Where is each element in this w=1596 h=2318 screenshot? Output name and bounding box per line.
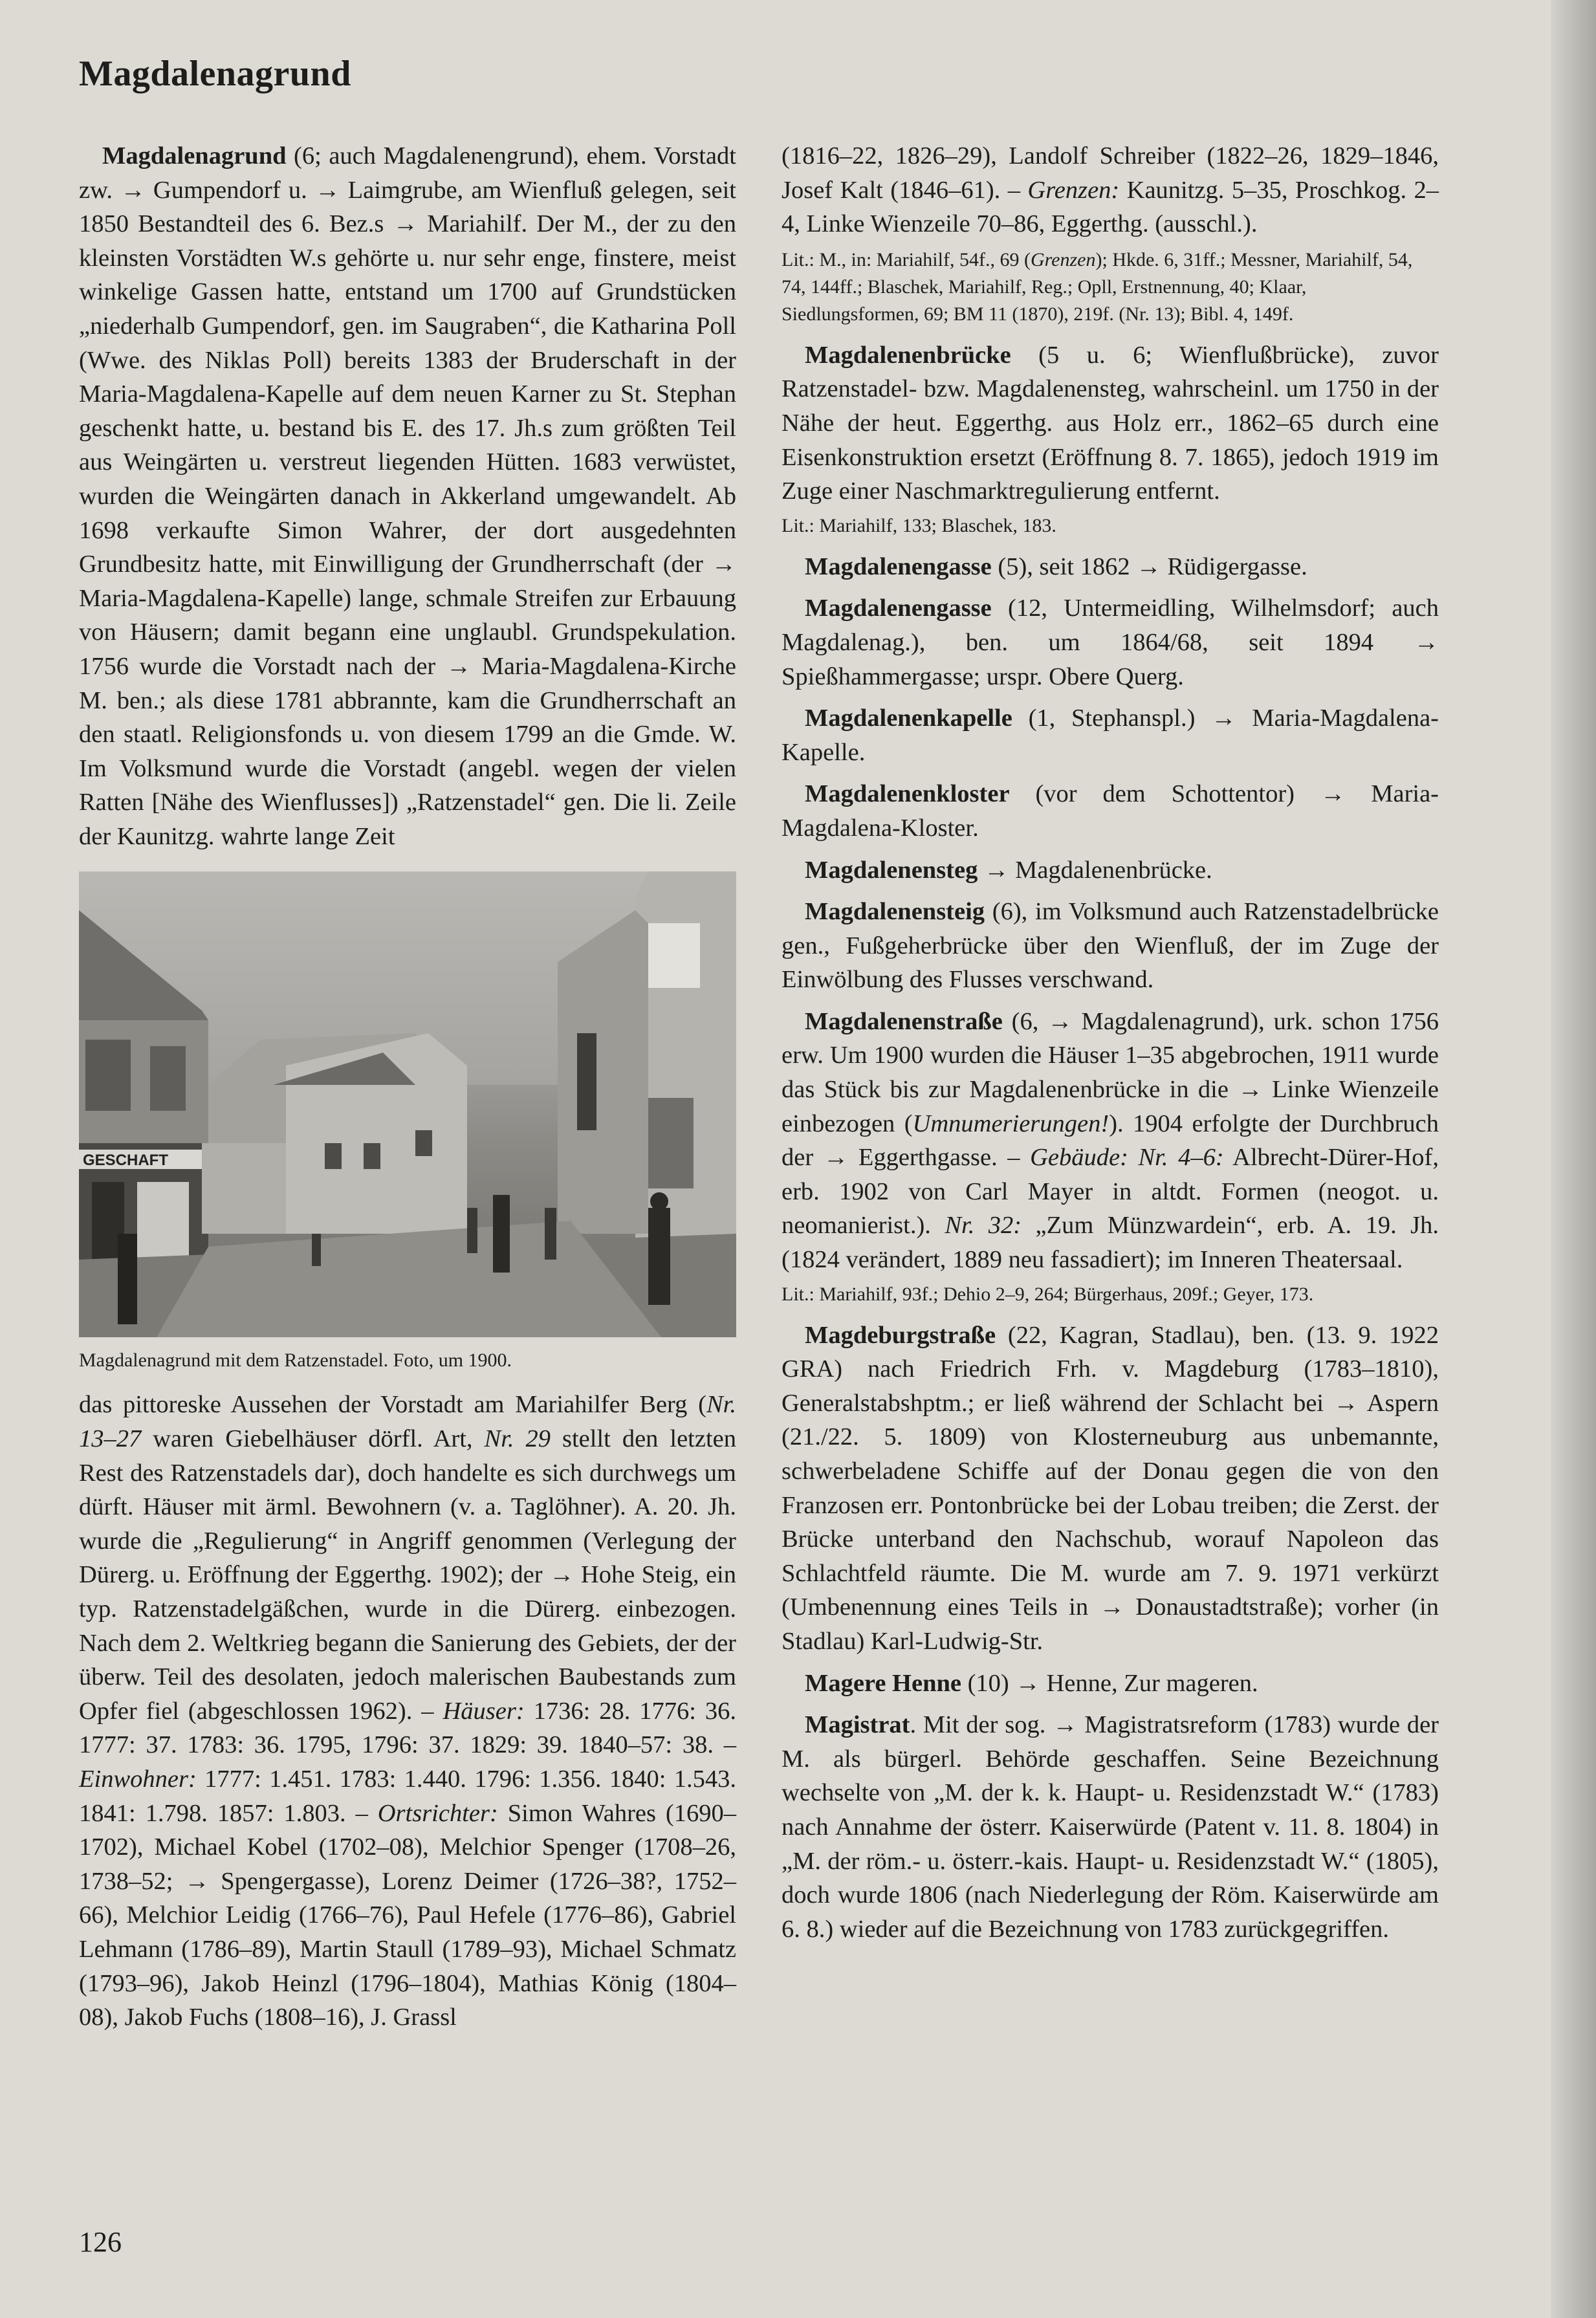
entry-text: (6), im Volksmund auch Ratzenstadelbrücke gen., Fußgeherbrücke über den Wienfluß, der im Zuge der Einwölbung des Flusses verschwand. (782, 898, 1439, 994)
continuation-text (79, 1388, 736, 2034)
text-run-italic: Nr. 29 (484, 1425, 551, 1453)
text-run: das pittoreske Aussehen der Vorstadt am Mariahilfer Berg ( (79, 1391, 706, 1419)
entry-keyword: Magdalenenstraße (805, 1007, 1003, 1035)
label-haeuser: Häuser: (443, 1697, 525, 1725)
entry-keyword: Magdalenengasse (805, 552, 992, 580)
text-run-italic: Grenzen (1030, 248, 1096, 270)
text-run: (1816–22, 1826–29), Landolf Schreiber (1822–26, 1829–1846, Josef Kalt (1846–61). – (782, 142, 1439, 204)
entry-magere-henne (782, 1667, 1439, 1701)
entry-text: . Mit der sog. → Magistratsreform (1783) wurde der M. als bürgerl. Behörde geschaffen. Seine Bezeichnung wechselte von „M. der k. k. Haupt- u. Residenzstadt W.“ (1783) nach Annahme der österr. Kaiserwürde (Patent v. 11. 8. 1804) in „M. der röm.- u. österr.-kais. Haupt- u. Residenzstadt W.“ (1805), doch wurde 1806 (nach Niederlegung der Röm. Kaiserwürde am 6. 8.) wieder auf die Bezeichnung von 1783 zurückgegriffen. (782, 1711, 1439, 1943)
entry-text: (6; auch Magdalenengrund), ehem. Vorstadt zw. → Gumpendorf u. → Laimgrube, am Wienfluß gelegen, seit 1850 Bestandteil des 6. Bez.s → Mariahilf. Der M., der zu den kleinsten Vorstädten W.s gehörte u. nur sehr enge, finstere, meist winkelige Gassen hatte, entstand um 1700 auf Grundstücken „niederhalb Gumpendorf, gen. im Saugraben“, die Katharina Poll (Wwe. des Niklas Poll) bereits 1383 der Bruderschaft in der Maria-Magdalena-Kapelle auf dem neuen Karner zu St. Stephan geschenkt hatte, u. bestand bis E. des 17. Jh.s zum größten Teil aus Weingärten u. verstreut liegenden Hütten. 1683 verwüstet, wurden die Weingärten danach in Akkerland umgewandelt. Ab 1698 verkaufte Simon Wahrer, der dort ausgedehnten Grundbesitz hatte, mit Einwilligung der Grundherrschaft (der → Maria-Magdalena-Kapelle) lange, schmale Streifen zur Erbauung von Häusern; damit begann eine unglaubl. Grundspekulation. 1756 wurde die Vorstadt nach der → Maria-Magdalena-Kirche M. ben.; als diese 1781 abbrannte, kam die Grundherrschaft an den staatl. Religionsfonds u. von diesem 1799 an die Gmde. W. Im Volksmund wurde die Vorstadt (angebl. wegen der vielen Ratten [Nähe des Wienflusses]) „Ratzenstadel“ gen. Die li. Zeile der Kaunitzg. wahrte lange Zeit (79, 142, 737, 850)
text-run-italic: Umnumerierungen! (912, 1110, 1110, 1137)
entry-magdalenenstrasse (782, 1005, 1439, 1277)
text-run: waren Giebelhäuser dörfl. Art, (141, 1425, 485, 1453)
entry-keyword: Magdalenenkloster (805, 780, 1010, 808)
text-run-italic: Gebäude: Nr. 4–6: (1030, 1144, 1224, 1172)
text-run: stellt den letzten Rest des Ratzenstadels dar), doch handelte es sich durchwegs um dürft. Häuser mit ärml. Bewohnern (v. a. Taglöhner). A. 20. Jh. wurde die „Regulierung“ in Angriff genommen (Verlegung der Dürerg. u. Eröffnung der Eggerthg. 1902); der → Hohe Steig, ein typ. Ratzenstadelgäßchen, wurde in die Dürerg. einbezogen. Nach dem 2. Weltkrieg begann die Sanierung des Gebiets, der der überw. Teil des desolaten, jedoch malerischen Baubestands zum Opfer fiel (abgeschlossen 1962). – (79, 1425, 736, 1725)
entry-magdalenensteg (782, 853, 1439, 888)
text-run: 1777: 1.451. 1783: 1.440. 1796: 1.356. 1840: 1.543. 1841: 1.798. 1857: 1.803. – (79, 1766, 736, 1827)
entry-magdeburgstrasse (782, 1318, 1439, 1659)
text-run: „Zum Münzwardein“, erb. A. 19. Jh. (1824 verändert, 1889 neu fassadiert); im Inneren Theatersaal. (782, 1212, 1439, 1274)
entry-text: (vor dem Schottentor) → Maria-Magdalena-Kloster. (782, 780, 1439, 842)
entry-keyword: Magdalenensteg (805, 856, 978, 884)
text-run: Albrecht-Dürer-Hof, erb. 1902 von Carl Mayer in altdt. Formen (neogot. u. neomanierist.). (782, 1144, 1439, 1240)
entry-text: (12, Untermeidling, Wilhelmsdorf; auch Magdalenag.), ben. um 1864/68, seit 1894 → Spießhammergasse; urspr. Obere Querg. (782, 595, 1439, 690)
entry-keyword: Magdalenagrund (102, 142, 287, 169)
entry-text: → Magdalenenbrücke. (978, 856, 1212, 884)
entry-keyword: Magere Henne (805, 1669, 961, 1697)
entry-magdalenensteig (782, 895, 1439, 997)
entry-keyword: Magdalenenbrücke (805, 341, 1011, 369)
text-run: ); Hkde. 6, 31ff.; Messner, Mariahilf, 54, 74, 144ff.; Blaschek, Mariahilf, Reg.; Opll, Erstnennung, 40; Klaar, Siedlungsformen, 69; BM 11 (1870), 219f. (Nr. 13); Bibl. 4, 149f. (782, 248, 1413, 325)
text-run-italic: Nr. 13–27 (79, 1391, 736, 1453)
entry-magdalenengasse-5 (782, 550, 1439, 584)
entry-magdalenenbruecke (782, 338, 1439, 508)
entry-keyword: Magdeburgstraße (805, 1321, 996, 1349)
page-number: 126 (79, 2226, 122, 2258)
text-run: Simon Wahres (1690–1702), Michael Kobel (1702–08), Melchior Spenger (1708–26, 1738–52; → Spengergasse), Lorenz Deimer (1726–38?, 1752–66), Melchior Leidig (1766–76), Paul Hefele (1776–86), Gabriel Lehmann (1786–89), Martin Staull (1789–93), Michael Schmatz (1793–96), Jakob Heinzl (1796–1804), Mathias König (1804–08), Jakob Fuchs (1808–16), J. Grassl (79, 1799, 736, 2031)
entry-magdalenenkapelle (782, 701, 1439, 769)
entry-keyword: Magistrat (805, 1711, 910, 1739)
literature-note: Lit.: Mariahilf, 93f.; Dehio 2–9, 264; Bürgerhaus, 209f.; Geyer, 173. (782, 1283, 1314, 1305)
entry-magdalenengasse-12 (782, 591, 1439, 694)
entry-text: (5), seit 1862 → Rüdigergasse. (991, 552, 1307, 580)
label-einwohner: Einwohner: (79, 1766, 197, 1793)
label-ortsrichter: Ortsrichter: (377, 1799, 498, 1827)
text-run: 1736: 28. 1776: 36. 1777: 37. 1783: 36. 1795, 1796: 37. 1829: 39. 1840–57: 38. – (79, 1697, 736, 1759)
entry-text: (10) → Henne, Zur mageren. (961, 1669, 1258, 1697)
text-run: (6, → Magdalenagrund), urk. schon 1756 erw. Um 1900 wurden die Häuser 1–35 abgebrochen, 1911 wurde das Stück bis zur Magdalenenbrücke in die → Linke Wienzeile einbezogen ( (782, 1007, 1439, 1137)
entry-keyword: Magdalenengasse (805, 595, 992, 622)
photo-scene (79, 871, 736, 1337)
entry-keyword: Magdalenensteig (805, 898, 985, 926)
page-gutter-shadow (1551, 0, 1596, 2318)
historic-photo (79, 871, 736, 1337)
page-title: Magdalenagrund (79, 54, 351, 94)
entry-text: (5 u. 6; Wienflußbrücke), zuvor Ratzenstadel- bzw. Magdalenensteg, wahrscheinl. um 1750 in der Nähe der heut. Eggerthg. aus Holz err., 1862–65 durch eine Eisenkonstruktion ersetzt (Eröffnung 8. 7. 1865), jedoch 1919 im Zuge einer Naschmarktregulierung entfernt. (782, 341, 1439, 505)
shop-sign-text: GESCHAFT (83, 1152, 168, 1170)
entry-magdalenenkloster (782, 777, 1439, 845)
text-run: Lit.: M., in: Mariahilf, 54f., 69 ( (782, 248, 1031, 270)
entry-keyword: Magdalenenkapelle (805, 705, 1012, 732)
continuation-text (782, 139, 1439, 241)
entry-text: (22, Kagran, Stadlau), ben. (13. 9. 1922 GRA) nach Friedrich Frh. v. Magdeburg (1783–1810), Generalstabshptm.; er ließ während der Schlacht bei → Aspern (21./22. 5. 1809) von Klosterneuburg aus unbemannte, schwerbeladene Schiffe auf der Donau gegen die von den Franzosen err. Pontonbrücke bei der Lobau treiben; die Zerst. der Brücke unterband den Nachschub, worauf Napoleon das Schlachtfeld räumte. Die M. wurde am 7. 9. 1971 verkürzt (Umbenennung eines Teils in → Donaustadtstraße); vorher (in Stadlau) Karl-Ludwig-Str. (782, 1321, 1439, 1655)
left-column (79, 139, 736, 2042)
literature-note (782, 246, 1439, 328)
text-run-italic: Nr. 32: (945, 1212, 1022, 1240)
text-run: ). 1904 erfolgte der Durchbruch der → Eggerthgasse. – (782, 1110, 1439, 1172)
entry-text: (1, Stephanspl.) → Maria-Magdalena-Kapelle. (782, 705, 1439, 766)
literature-note: Lit.: Mariahilf, 133; Blaschek, 183. (782, 514, 1056, 536)
label-grenzen: Grenzen: (1027, 176, 1120, 204)
entry-magdalenagrund (79, 139, 736, 853)
text-run: Kaunitzg. 5–35, Proschkog. 2–4, Linke Wienzeile 70–86, Eggerthg. (ausschl.). (782, 176, 1439, 238)
right-column (782, 139, 1439, 1954)
entry-magistrat (782, 1708, 1439, 1946)
photo-caption: Magdalenagrund mit dem Ratzenstadel. Foto, um 1900. (79, 1350, 512, 1372)
